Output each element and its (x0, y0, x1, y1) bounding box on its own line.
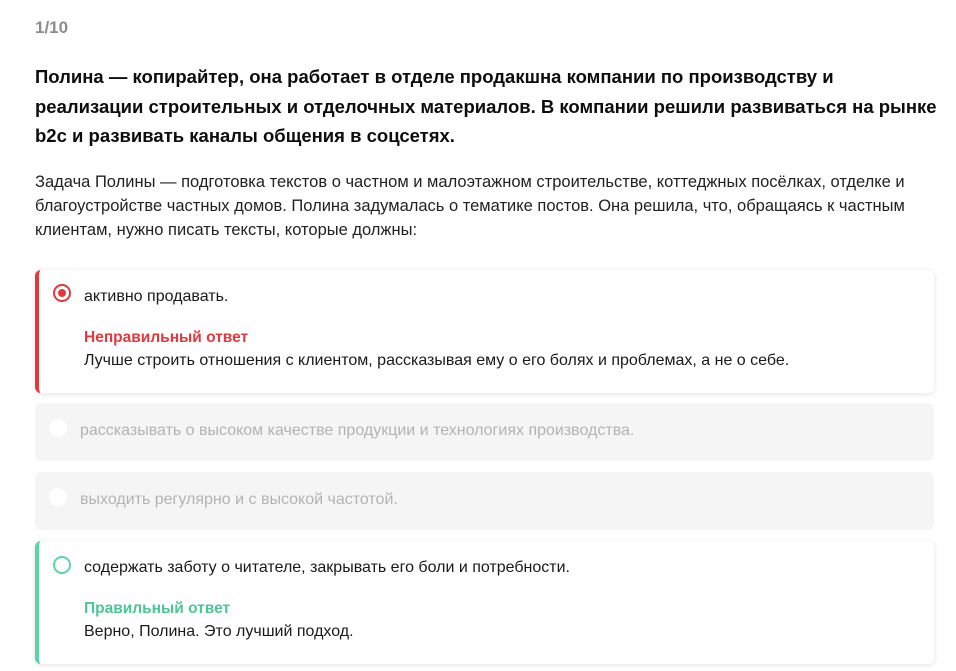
radio-disabled-icon (49, 488, 67, 506)
answer-option-label: содержать заботу о читателе, закрывать его боли и потребности. (84, 559, 570, 576)
correct-answer-label: Правильный ответ (84, 600, 231, 617)
question-description: Задача Полины — подготовка текстов о частном и малоэтажном строительстве, коттеджных посёлках, отделке и благоустройстве частных домов. Полина задумалась о тематике постов. Она решила, что, обращаясь к частным клиентам, нужно писать тексты, которые должны: (35, 173, 905, 239)
answer-option-1[interactable] (35, 270, 934, 393)
answer-feedback: Верно, Полина. Это лучший подход. (84, 623, 354, 640)
answer-option-label: выходить регулярно и с высокой частотой. (80, 491, 398, 508)
radio-unselected-icon[interactable] (53, 556, 71, 574)
radio-disabled-icon (49, 419, 67, 437)
answer-feedback: Лучше строить отношения с клиентом, рассказывая ему о его болях и проблемах, а не о себе. (84, 352, 790, 369)
incorrect-answer-label: Неправильный ответ (84, 329, 249, 346)
question-counter: 1/10 (35, 18, 69, 37)
answer-option-3 (35, 472, 934, 530)
radio-selected-icon[interactable] (53, 284, 71, 302)
answer-option-2 (35, 403, 934, 461)
answer-option-label: рассказывать о высоком качестве продукции и технологиях производства. (80, 422, 635, 439)
question-title: Полина — копирайтер, она работает в отделе продакшна компании по производству и реализации строительных и отделочных материалов. В компании решили развиваться на рынке b2c и развивать каналы общения в соцсетях. (35, 66, 937, 146)
answer-option-label: активно продавать. (84, 288, 229, 305)
answer-option-4[interactable] (35, 541, 934, 664)
